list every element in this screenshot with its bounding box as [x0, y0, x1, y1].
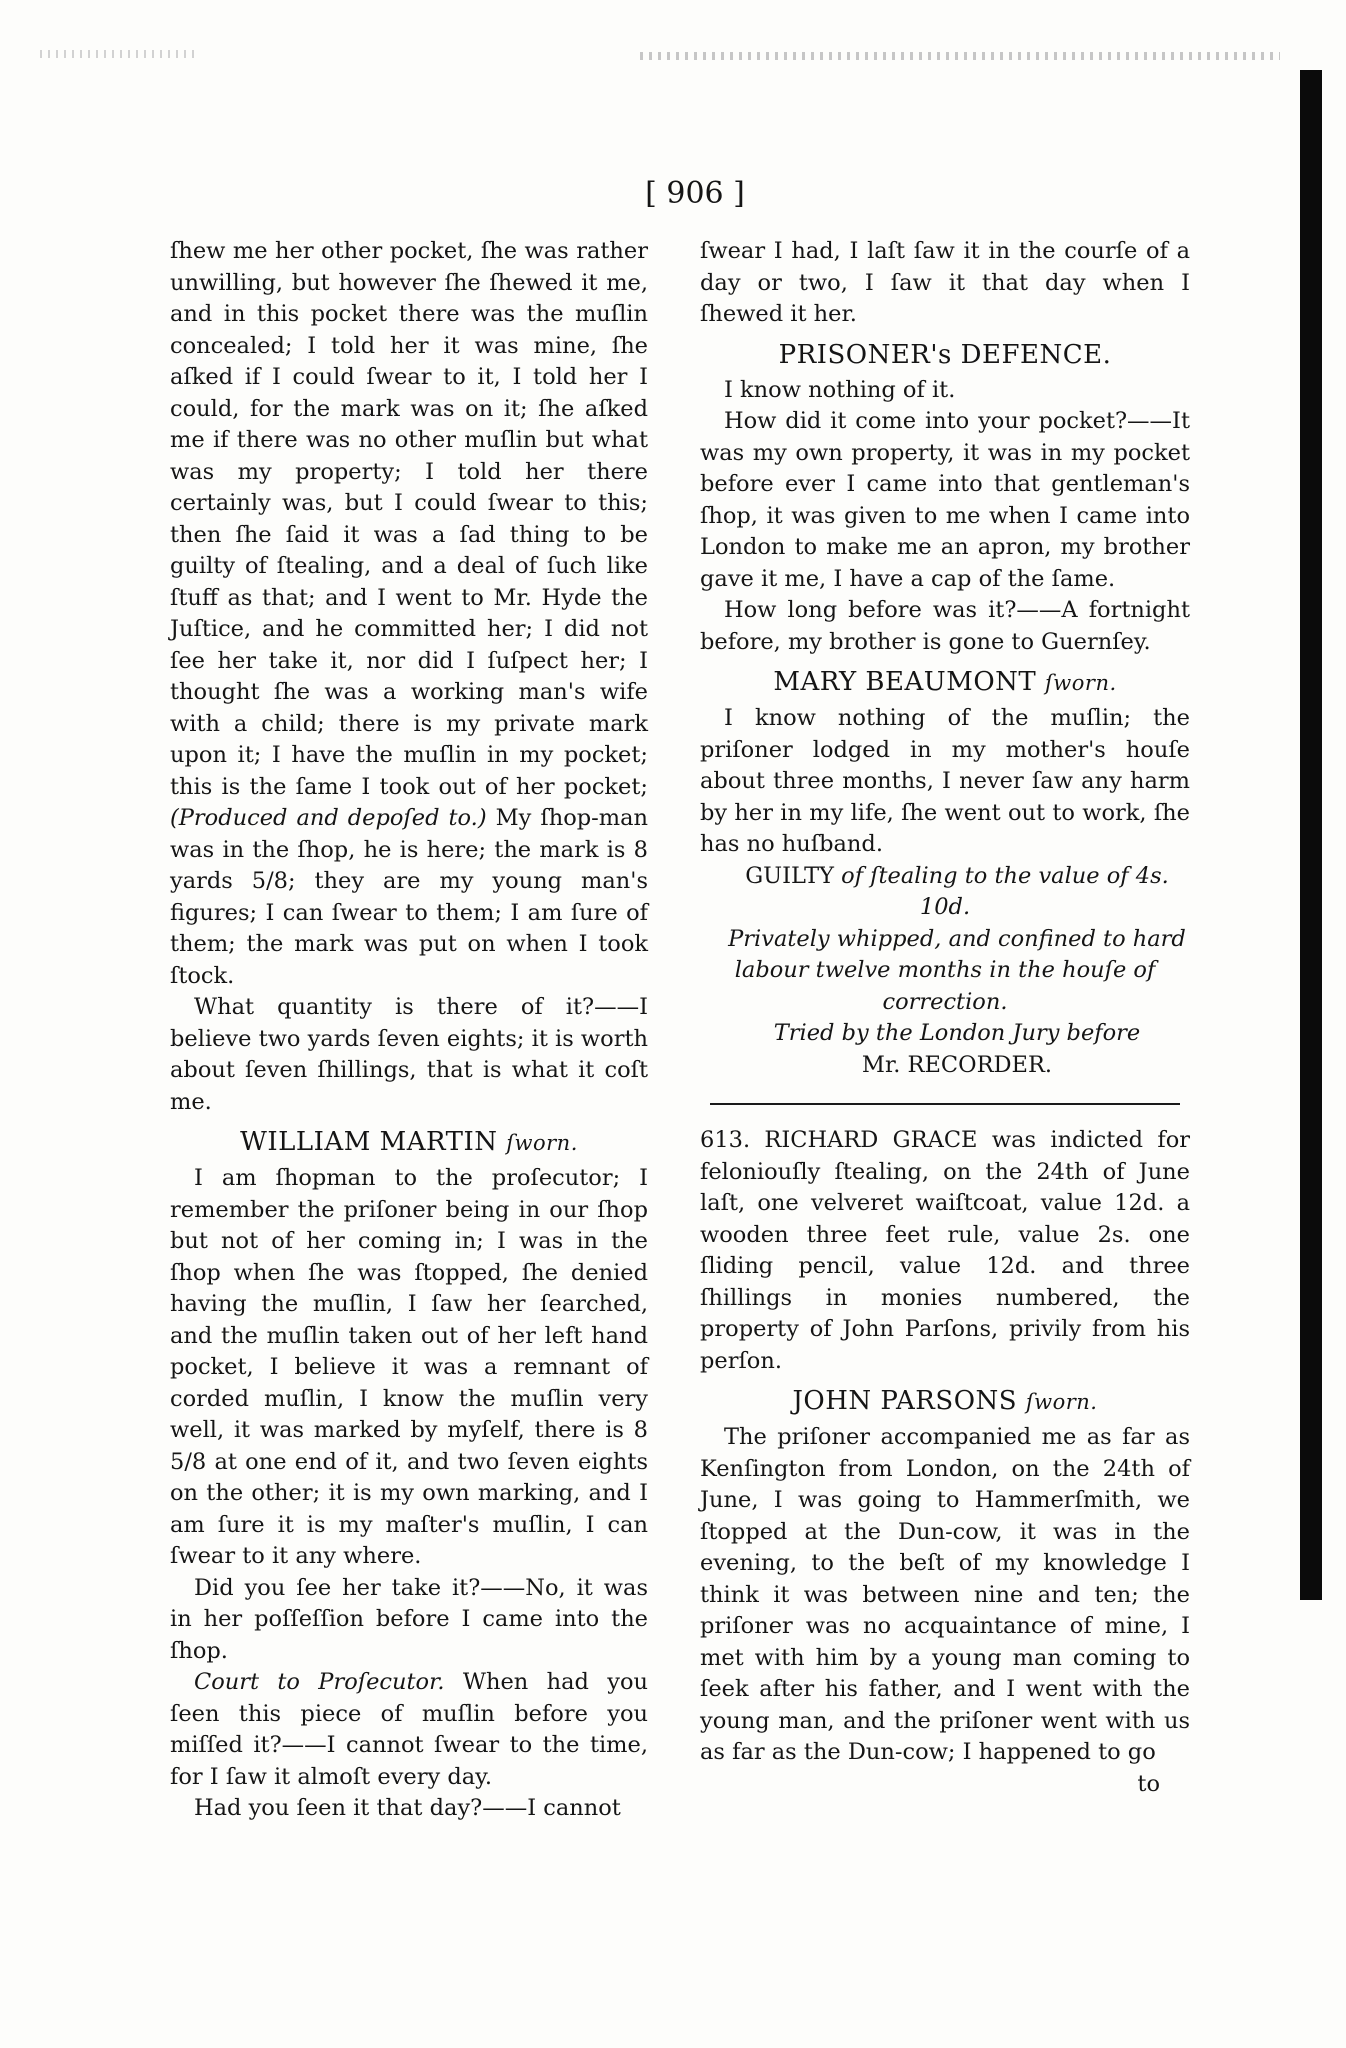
paragraph-text: When had you ſeen this piece of muſlin before you miſſed it?——I cannot ſwear to the time, for I ſaw it almoſt every day. — [170, 1669, 648, 1790]
paragraph-text: ſhew me her other pocket, ſhe was rather unwilling, but however ſhe ſhewed it me, and in this pocket there was the muſlin concealed; I told her it was mine, ſhe aſked if I could ſwear to it, I told her I could, for the mark was on it; ſhe aſked me if there was no other muſlin but what was my property; I told her there certainly was, but I could ſwear to this; then ſhe ſaid it was a ſad thing to be guilty of ſtealing, and a deal of ſuch like ſtuff as that; and I went to Mr. Hyde the Juſtice, and he committed her; I did not ſee her take it, nor did I ſuſpect her; I thought ſhe was a working man's wife with a child; there is my private mark upon it; I have the muſlin in my pocket; this is the ſame I took out of her pocket; — [170, 238, 648, 800]
tried-line: Mr. RECORDER. — [861, 1051, 1053, 1078]
paragraph: How did it come into your pocket?——It was my own property, it was in my pocket before ever I came into that gentleman's ſhop, it was given to me when I came into London to make me an apron, my brother gave it me, I have a cap of the ſame. — [700, 408, 1190, 592]
scan-noise-top — [640, 52, 1280, 60]
paragraph: How long before was it?——A fortnight before, my brother is gone to Guernſey. — [700, 597, 1190, 655]
verdict-label: GUILTY — [745, 862, 834, 889]
paragraph — [170, 236, 648, 992]
scan-edge-bar — [1300, 70, 1322, 1600]
paragraph: I am ſhopman to the proſecutor; I remember the priſoner being in our ſhop but not of her coming in; I was in the ſhop when ſhe was ſtopped, ſhe denied having the muſlin, I ſaw her ſearched, and the muſlin taken out of her left hand pocket, I believe it was a remnant of corded muſlin, I know the muſlin very well, it was marked by myſelf, there is 8 5/8 at one end of it, and two ſeven eights on the other; it is my own marking, and I am ſure it is my maſter's muſlin, I can ſwear to it any where. — [170, 1165, 648, 1569]
paragraph — [170, 1667, 648, 1793]
witness-heading — [700, 1383, 1190, 1420]
verdict-text: of ſtealing to the value of 4s. 10d. — [841, 862, 1169, 920]
section-heading: PRISONER's DEFENCE. — [778, 339, 1112, 370]
witness-name: MARY BEAUMONT — [773, 667, 1037, 697]
speaker-label: Court to Proſecutor. — [194, 1669, 445, 1695]
tried-line: Tried by the London Jury before — [773, 1020, 1141, 1046]
sworn-label: ſworn. — [1025, 1390, 1098, 1414]
sentence: Privately whipped, and confined to hard labour twelve months in the houſe of correction. — [728, 925, 1186, 1015]
sworn-label: ſworn. — [1045, 671, 1117, 695]
paragraph-text: My ſhop-man was in the ſhop, he is here; the mark is 8 yards 5/8; they are my young man's figures; I can ſwear to them; I am ſure of them; the mark was put on when I took ſtock. — [170, 805, 648, 989]
paragraph: I know nothing of the muſlin; the priſoner lodged in my mother's houſe about three months, I never ſaw any harm by her in my life, ſhe went out to work, ſhe has no huſband. — [700, 705, 1190, 857]
verdict — [700, 861, 1190, 924]
paragraph: I know nothing of it. — [724, 376, 956, 403]
witness-name: JOHN PARSONS — [792, 1386, 1018, 1416]
witness-name: WILLIAM MARTIN — [240, 1127, 498, 1157]
section-divider — [710, 1103, 1180, 1105]
paragraph: Did you ſee her take it?——No, it was in her poſſeſſion before I came into the ſhop. — [170, 1574, 648, 1664]
catchword: to — [1137, 1770, 1160, 1797]
paragraph: What quantity is there of it?——I believe two yards ſeven eights; it is worth about ſeven ſhillings, that is what it coſt me. — [170, 994, 649, 1115]
witness-heading — [170, 1124, 648, 1161]
witness-heading — [700, 664, 1190, 701]
stage-direction: (Produced and depoſed to.) — [170, 805, 487, 831]
paragraph: ſwear I had, I laſt ſaw it in the courſe of a day or two, I ſaw it that day when I ſhewed it her. — [700, 238, 1190, 327]
sworn-label: ſworn. — [506, 1131, 578, 1155]
paragraph: The priſoner accompanied me as far as Kenſington from London, on the 24th of June, I was going to Hammerſmith, we ſtopped at the Dun-cow, it was in the evening, to the beſt of my knowledge I think it was between nine and ten; the priſoner was no acquaintance of mine, I met with him by a young man coming to ſeek after his father, and I went with the young man, and the priſoner went with us as far as the Dun-cow; I happened to go — [700, 1424, 1190, 1765]
right-column — [700, 236, 1190, 1800]
scan-noise-left — [40, 50, 200, 58]
left-column — [170, 236, 648, 1825]
paragraph: Had you ſeen it that day?——I cannot — [194, 1795, 621, 1821]
page-number: [ 906 ] — [645, 176, 745, 211]
paragraph: 613. RICHARD GRACE was indicted for feloniouſly ſtealing, on the 24th of June laſt, one velveret waiſtcoat, value 12d. a wooden three feet rule, value 2s. one ſliding pencil, value 12d. and three ſhillings in monies numbered, the property of John Parſons, privily from his perſon. — [700, 1127, 1190, 1374]
